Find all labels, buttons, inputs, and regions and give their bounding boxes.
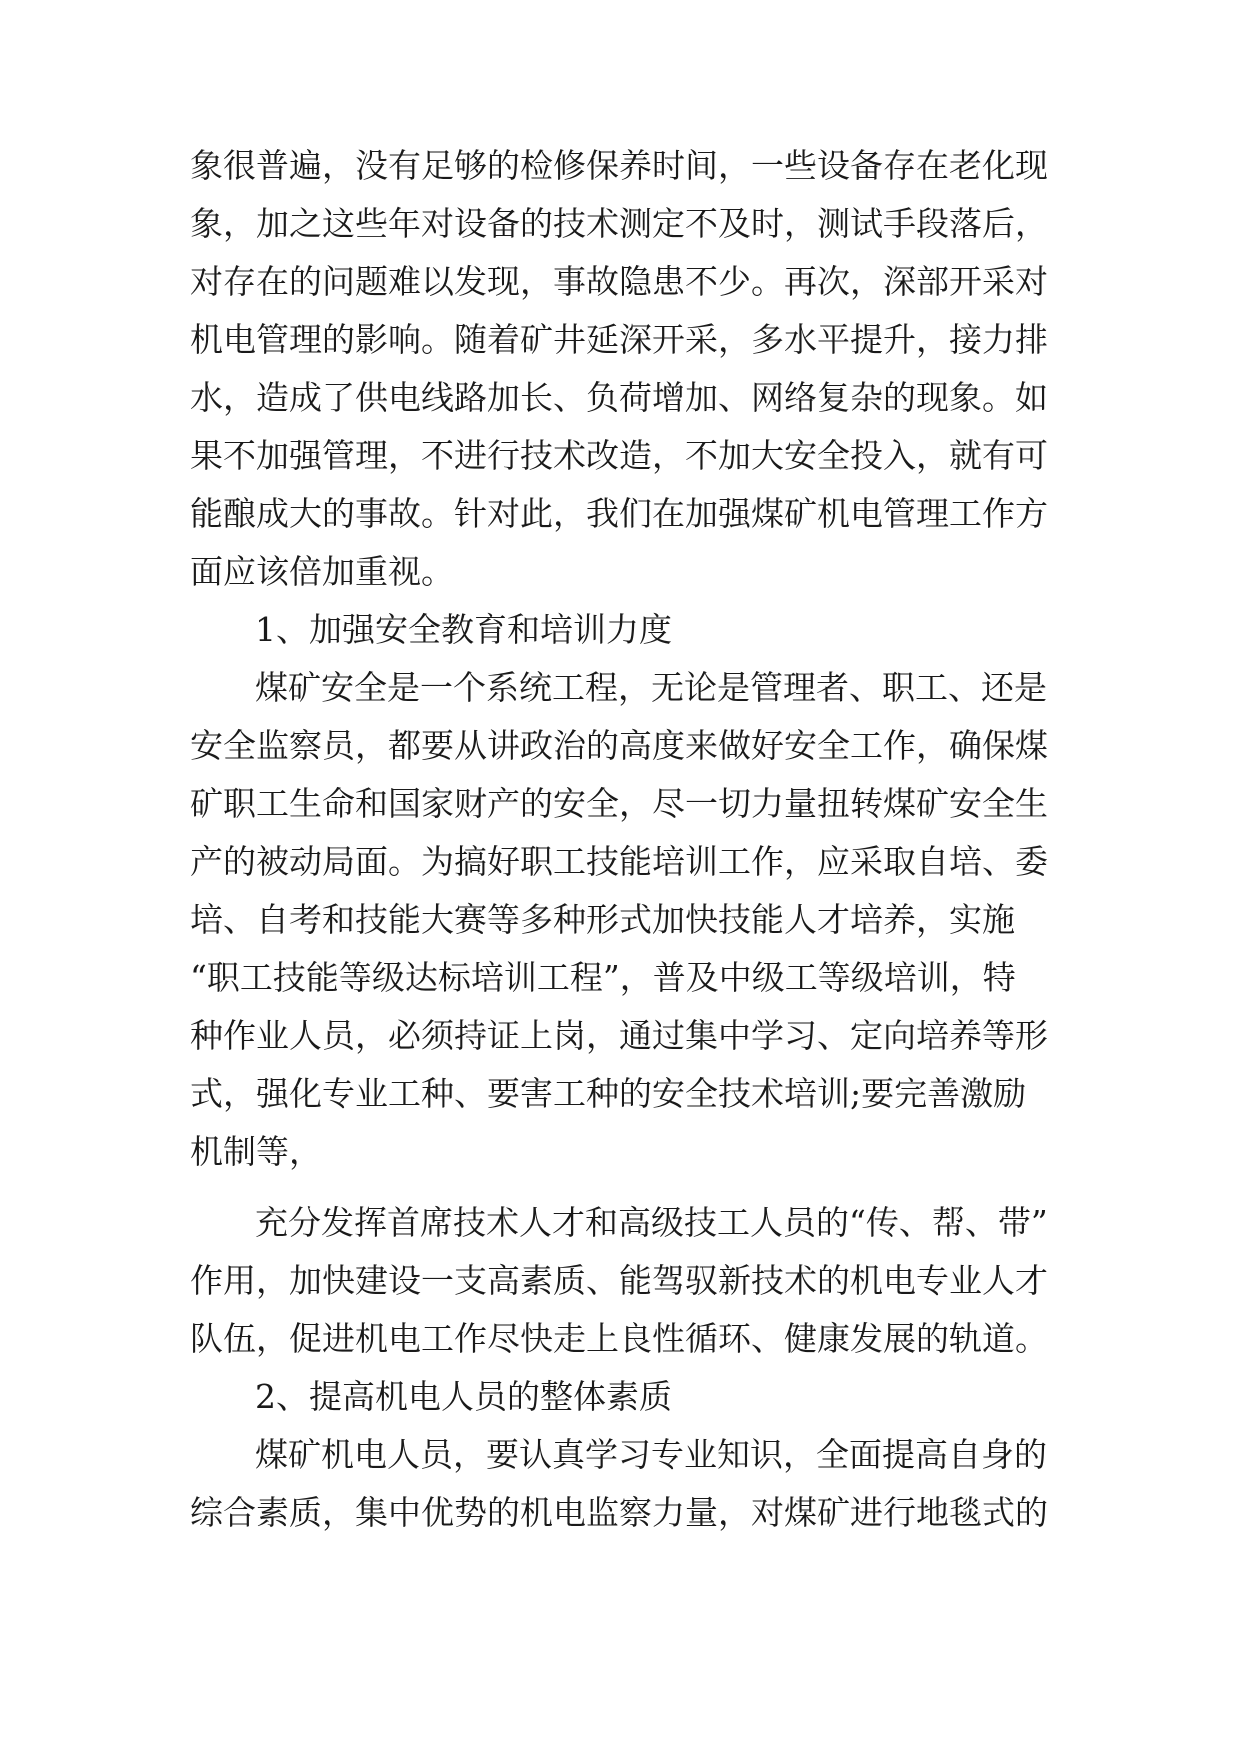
body-text-line: 象，加之这些年对设备的技术测定不及时，测试手段落后， — [190, 204, 1048, 243]
body-text-line: 种作业人员，必须持证上岗，通过集中学习、定向培养等形 — [190, 1016, 1048, 1055]
paragraph-first-line: 煤矿机电人员，要认真学习专业知识，全面提高自身的 — [255, 1435, 1047, 1474]
body-text-line: 果不加强管理，不进行技术改造，不加大安全投入，就有可 — [190, 436, 1048, 475]
body-text-line: 象很普遍，没有足够的检修保养时间，一些设备存在老化现 — [190, 146, 1048, 185]
body-text-line: “职工技能等级达标培训工程”，普及中级工等级培训，特 — [190, 958, 1016, 997]
body-text-line: 培、自考和技能大赛等多种形式加快技能人才培养，实施 — [190, 900, 1015, 939]
body-text-line: 队伍，促进机电工作尽快走上良性循环、健康发展的轨道。 — [190, 1319, 1048, 1358]
body-text-line: 能酿成大的事故。针对此，我们在加强煤矿机电管理工作方 — [190, 494, 1048, 533]
body-text-line: 安全监察员，都要从讲政治的高度来做好安全工作，确保煤 — [190, 726, 1048, 765]
body-text-line: 综合素质，集中优势的机电监察力量，对煤矿进行地毯式的 — [190, 1493, 1048, 1532]
section-heading: 2、提高机电人员的整体素质 — [255, 1377, 672, 1416]
body-text-line: 面应该倍加重视。 — [190, 552, 454, 591]
body-text-line: 机电管理的影响。随着矿井延深开采，多水平提升，接力排 — [190, 320, 1048, 359]
body-text-line: 水，造成了供电线路加长、负荷增加、网络复杂的现象。如 — [190, 378, 1048, 417]
body-text-line: 式，强化专业工种、要害工种的安全技术培训;要完善激励 — [190, 1074, 1027, 1113]
paragraph-first-line: 充分发挥首席技术人才和高级技工人员的“传、帮、带” — [255, 1203, 1048, 1242]
body-text-line: 产的被动局面。为搞好职工技能培训工作，应采取自培、委 — [190, 842, 1048, 881]
body-text-line: 对存在的问题难以发现，事故隐患不少。再次，深部开采对 — [190, 262, 1048, 301]
body-text-line: 矿职工生命和国家财产的安全，尽一切力量扭转煤矿安全生 — [190, 784, 1048, 823]
paragraph-first-line: 煤矿安全是一个系统工程，无论是管理者、职工、还是 — [255, 668, 1047, 707]
body-text-line: 机制等， — [190, 1132, 322, 1171]
section-heading: 1、加强安全教育和培训力度 — [255, 610, 672, 649]
body-text-line: 作用，加快建设一支高素质、能驾驭新技术的机电专业人才 — [190, 1261, 1048, 1300]
